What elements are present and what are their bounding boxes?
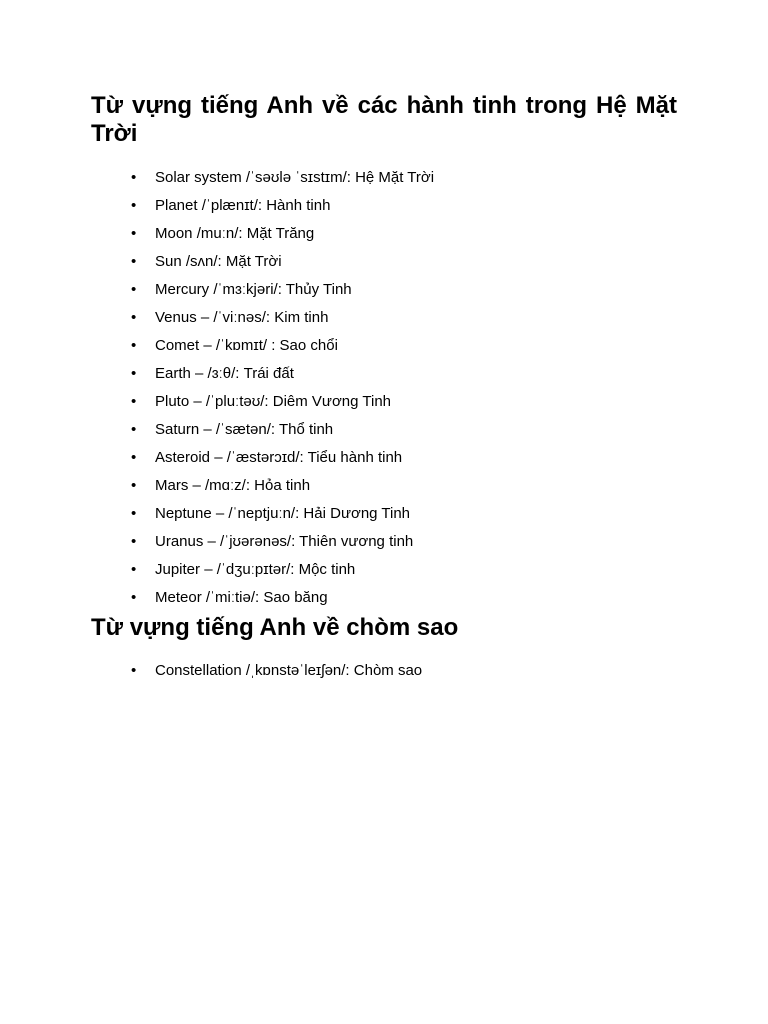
bullet-icon: • bbox=[131, 662, 137, 679]
vocabulary-entry: Mars – /mɑːz/: Hỏa tinh bbox=[155, 477, 311, 494]
vocabulary-entry: Mercury /ˈmɜːkjəri/: Thủy Tinh bbox=[155, 281, 352, 298]
vocabulary-entry: Meteor /ˈmiːtiə/: Sao băng bbox=[155, 589, 328, 606]
bullet-icon: • bbox=[131, 589, 137, 606]
bullet-icon: • bbox=[131, 197, 137, 214]
bullet-icon: • bbox=[131, 505, 137, 522]
vocabulary-entry: Earth – /ɜːθ/: Trái đất bbox=[155, 365, 294, 382]
vocabulary-entry: Jupiter – /ˈdʒuːpɪtər/: Mộc tinh bbox=[155, 561, 356, 578]
bullet-icon: • bbox=[131, 533, 137, 550]
vocabulary-entry: Solar system /ˈsəʊlə ˈsɪstɪm/: Hệ Mặt Trời bbox=[155, 169, 435, 186]
vocabulary-entry: Saturn – /ˈsætən/: Thổ tinh bbox=[155, 421, 334, 438]
bullet-icon: • bbox=[131, 281, 137, 298]
vocabulary-entry: Comet – /ˈkɒmɪt/ : Sao chổi bbox=[155, 337, 338, 354]
constellations-section-heading: Từ vựng tiếng Anh về chòm sao bbox=[91, 614, 459, 641]
vocabulary-entry: Pluto – /ˈpluːtəʊ/: Diêm Vương Tinh bbox=[155, 393, 392, 410]
vocabulary-entry: Sun /sʌn/: Mặt Trời bbox=[155, 253, 282, 270]
bullet-icon: • bbox=[131, 253, 137, 270]
bullet-icon: • bbox=[131, 365, 137, 382]
vocabulary-entry: Planet /ˈplænɪt/: Hành tinh bbox=[155, 197, 331, 214]
bullet-icon: • bbox=[131, 449, 137, 466]
bullet-icon: • bbox=[131, 337, 137, 354]
bullet-icon: • bbox=[131, 225, 137, 242]
vocabulary-entry: Uranus – /ˈjʊərənəs/: Thiên vương tinh bbox=[155, 533, 414, 550]
planets-section-heading: Từ vựng tiếng Anh về các hành tinh trong Hệ Mặt Trời bbox=[91, 92, 677, 147]
bullet-icon: • bbox=[131, 421, 137, 438]
vocabulary-entry: Constellation /ˌkɒnstəˈleɪʃən/: Chòm sao bbox=[155, 662, 423, 679]
bullet-icon: • bbox=[131, 477, 137, 494]
bullet-icon: • bbox=[131, 169, 137, 186]
bullet-icon: • bbox=[131, 309, 137, 326]
vocabulary-entry: Neptune – /ˈneptjuːn/: Hải Dương Tinh bbox=[155, 505, 411, 522]
vocabulary-entry: Asteroid – /ˈæstərɔɪd/: Tiểu hành tinh bbox=[155, 449, 403, 466]
vocabulary-entry: Moon /muːn/: Mặt Trăng bbox=[155, 225, 315, 242]
bullet-icon: • bbox=[131, 561, 137, 578]
bullet-icon: • bbox=[131, 393, 137, 410]
vocabulary-entry: Venus – /ˈviːnəs/: Kim tinh bbox=[155, 309, 329, 326]
